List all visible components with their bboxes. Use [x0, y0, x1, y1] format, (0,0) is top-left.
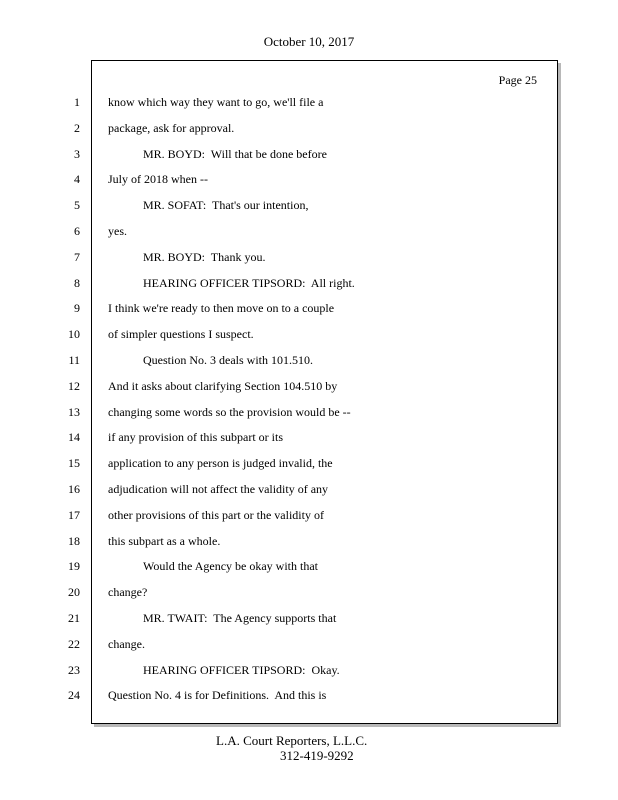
line-number: 3 — [74, 147, 80, 161]
line-number: 4 — [74, 172, 80, 186]
line-number: 11 — [68, 353, 80, 367]
line-number: 15 — [68, 456, 80, 470]
transcript-line-text: know which way they want to go, we'll file a — [108, 95, 324, 109]
transcript-date: October 10, 2017 — [263, 34, 355, 49]
transcript-line-text: MR. BOYD: Thank you. — [143, 250, 266, 264]
footer-company: L.A. Court Reporters, L.L.C. — [216, 733, 368, 748]
line-number: 6 — [74, 224, 80, 238]
transcript-line-text: MR. BOYD: Will that be done before — [143, 147, 327, 161]
transcript-line-text: MR. TWAIT: The Agency supports that — [143, 611, 337, 625]
transcript-line-text: if any provision of this subpart or its — [108, 430, 283, 444]
line-number: 23 — [68, 663, 80, 677]
line-number: 13 — [68, 405, 80, 419]
transcript-line-text: And it asks about clarifying Section 104.510 by — [108, 379, 338, 393]
line-number: 22 — [68, 637, 80, 651]
transcript-line-text: adjudication will not affect the validity of any — [108, 482, 329, 496]
line-number: 18 — [68, 534, 80, 548]
transcript-line-text: July of 2018 when -- — [108, 172, 208, 186]
line-number: 12 — [68, 379, 80, 393]
line-number: 2 — [74, 121, 80, 135]
page-number: Page 25 — [498, 73, 537, 87]
transcript-line-text: change. — [108, 637, 145, 651]
line-number: 9 — [74, 301, 80, 315]
line-number: 16 — [68, 482, 80, 496]
line-number: 19 — [68, 559, 80, 573]
transcript-line-text: changing some words so the provision would be -- — [108, 405, 351, 419]
transcript-line-text: I think we're ready to then move on to a couple — [108, 301, 335, 315]
transcript-line-text: package, ask for approval. — [108, 121, 235, 135]
line-number: 20 — [68, 585, 80, 599]
footer-phone: 312-419-9292 — [280, 748, 354, 763]
line-number: 7 — [74, 250, 80, 264]
transcript-line-text: change? — [108, 585, 148, 599]
line-number: 14 — [68, 430, 80, 444]
line-number: 24 — [68, 688, 80, 702]
line-number: 21 — [68, 611, 80, 625]
transcript-line-text: HEARING OFFICER TIPSORD: All right. — [143, 276, 355, 290]
line-number: 1 — [74, 95, 80, 109]
line-number: 5 — [74, 198, 80, 212]
line-number: 8 — [74, 276, 80, 290]
transcript-line-text: this subpart as a whole. — [108, 534, 221, 548]
transcript-line-text: Question No. 4 is for Definitions. And this is — [108, 688, 327, 702]
transcript-line-text: other provisions of this part or the validity of — [108, 508, 324, 522]
transcript-line-text: HEARING OFFICER TIPSORD: Okay. — [143, 663, 340, 677]
transcript-line-text: Would the Agency be okay with that — [143, 559, 318, 573]
transcript-line-text: yes. — [108, 224, 127, 238]
transcript-line-text: application to any person is judged invalid, the — [108, 456, 333, 470]
line-number: 17 — [68, 508, 80, 522]
transcript-line-text: of simpler questions I suspect. — [108, 327, 254, 341]
line-number: 10 — [68, 327, 80, 341]
transcript-line-text: Question No. 3 deals with 101.510. — [143, 353, 313, 367]
transcript-line-text: MR. SOFAT: That's our intention, — [143, 198, 309, 212]
